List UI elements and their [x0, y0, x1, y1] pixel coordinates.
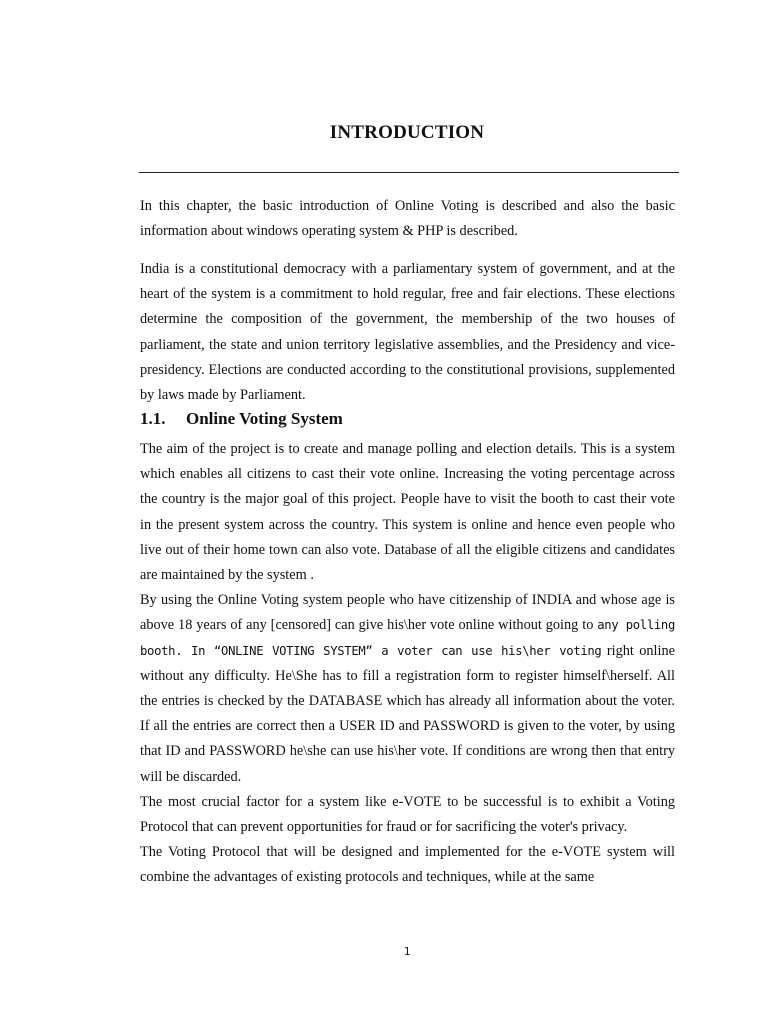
- section-paragraph-usage: [140, 588, 675, 790]
- page-number: 1: [403, 945, 411, 958]
- title-divider: [139, 172, 679, 173]
- section-title: Online Voting System: [186, 409, 343, 428]
- usage-text-end: right online without any difficulty. He\She has to fill a registration form to register himself\herself. All the entries is checked by the DATABASE which has already all information about the voter. If all the entries are correct then a USER ID and PASSWORD is given to the voter, by using that ID and PASSWORD he\she can use his\her vote. If conditions are wrong then that entry will be discarded.: [140, 642, 675, 785]
- usage-text-start: By using the Online Voting system people who have citizenship of INDIA and whose age is above 18 years of any [censored] can give his\her vote online without going to: [140, 592, 675, 634]
- intro-paragraph-1: [140, 194, 675, 244]
- section-paragraph-crucial-factor: The most crucial factor for a system like e-VOTE to be successful is to exhibit a Voting Protocol that can prevent opportunities for fraud or for sacrificing the voter's privacy.: [140, 793, 675, 836]
- section-paragraph-protocol: The Voting Protocol that will be designed and implemented for the e-VOTE system will combine the advantages of existing protocols and techniques, while at the same: [140, 844, 675, 886]
- section-heading: [140, 409, 343, 429]
- section-number: 1.1.: [140, 409, 166, 428]
- section-body: [140, 437, 675, 891]
- section-paragraph-aim: The aim of the project is to create and manage polling and election details. This is a system which enables all citizens to cast their vote online. Increasing the voting percentage across the country is the major goal of this project. People have to visit the booth to cast their vote in the present system across the country. This system is online and hence even people who live out of their home town can also vote. Database of all the eligible citizens and candidates are maintained by the system .: [140, 441, 675, 584]
- page-title: INTRODUCTION: [329, 122, 485, 143]
- paragraph-text: In this chapter, the basic introduction of Online Voting is described and also the basic information about windows operating system & PHP is described.: [140, 198, 675, 240]
- usage-text-mono: any polling booth. In “ONLINE VOTING SYSTEM” a voter can use his\her voting: [140, 618, 675, 658]
- intro-paragraph-2: [140, 257, 675, 408]
- paragraph-text: India is a constitutional democracy with a parliamentary system of government, and at the heart of the system is a commitment to hold regular, free and fair elections. These elections determine the composition of the government, the membership of the two houses of parliament, the state and union territory legislative assemblies, and the Presidency and vice-presidency. Elections are conducted according to the constitutional provisions, supplemented by laws made by Parliament.: [140, 261, 675, 404]
